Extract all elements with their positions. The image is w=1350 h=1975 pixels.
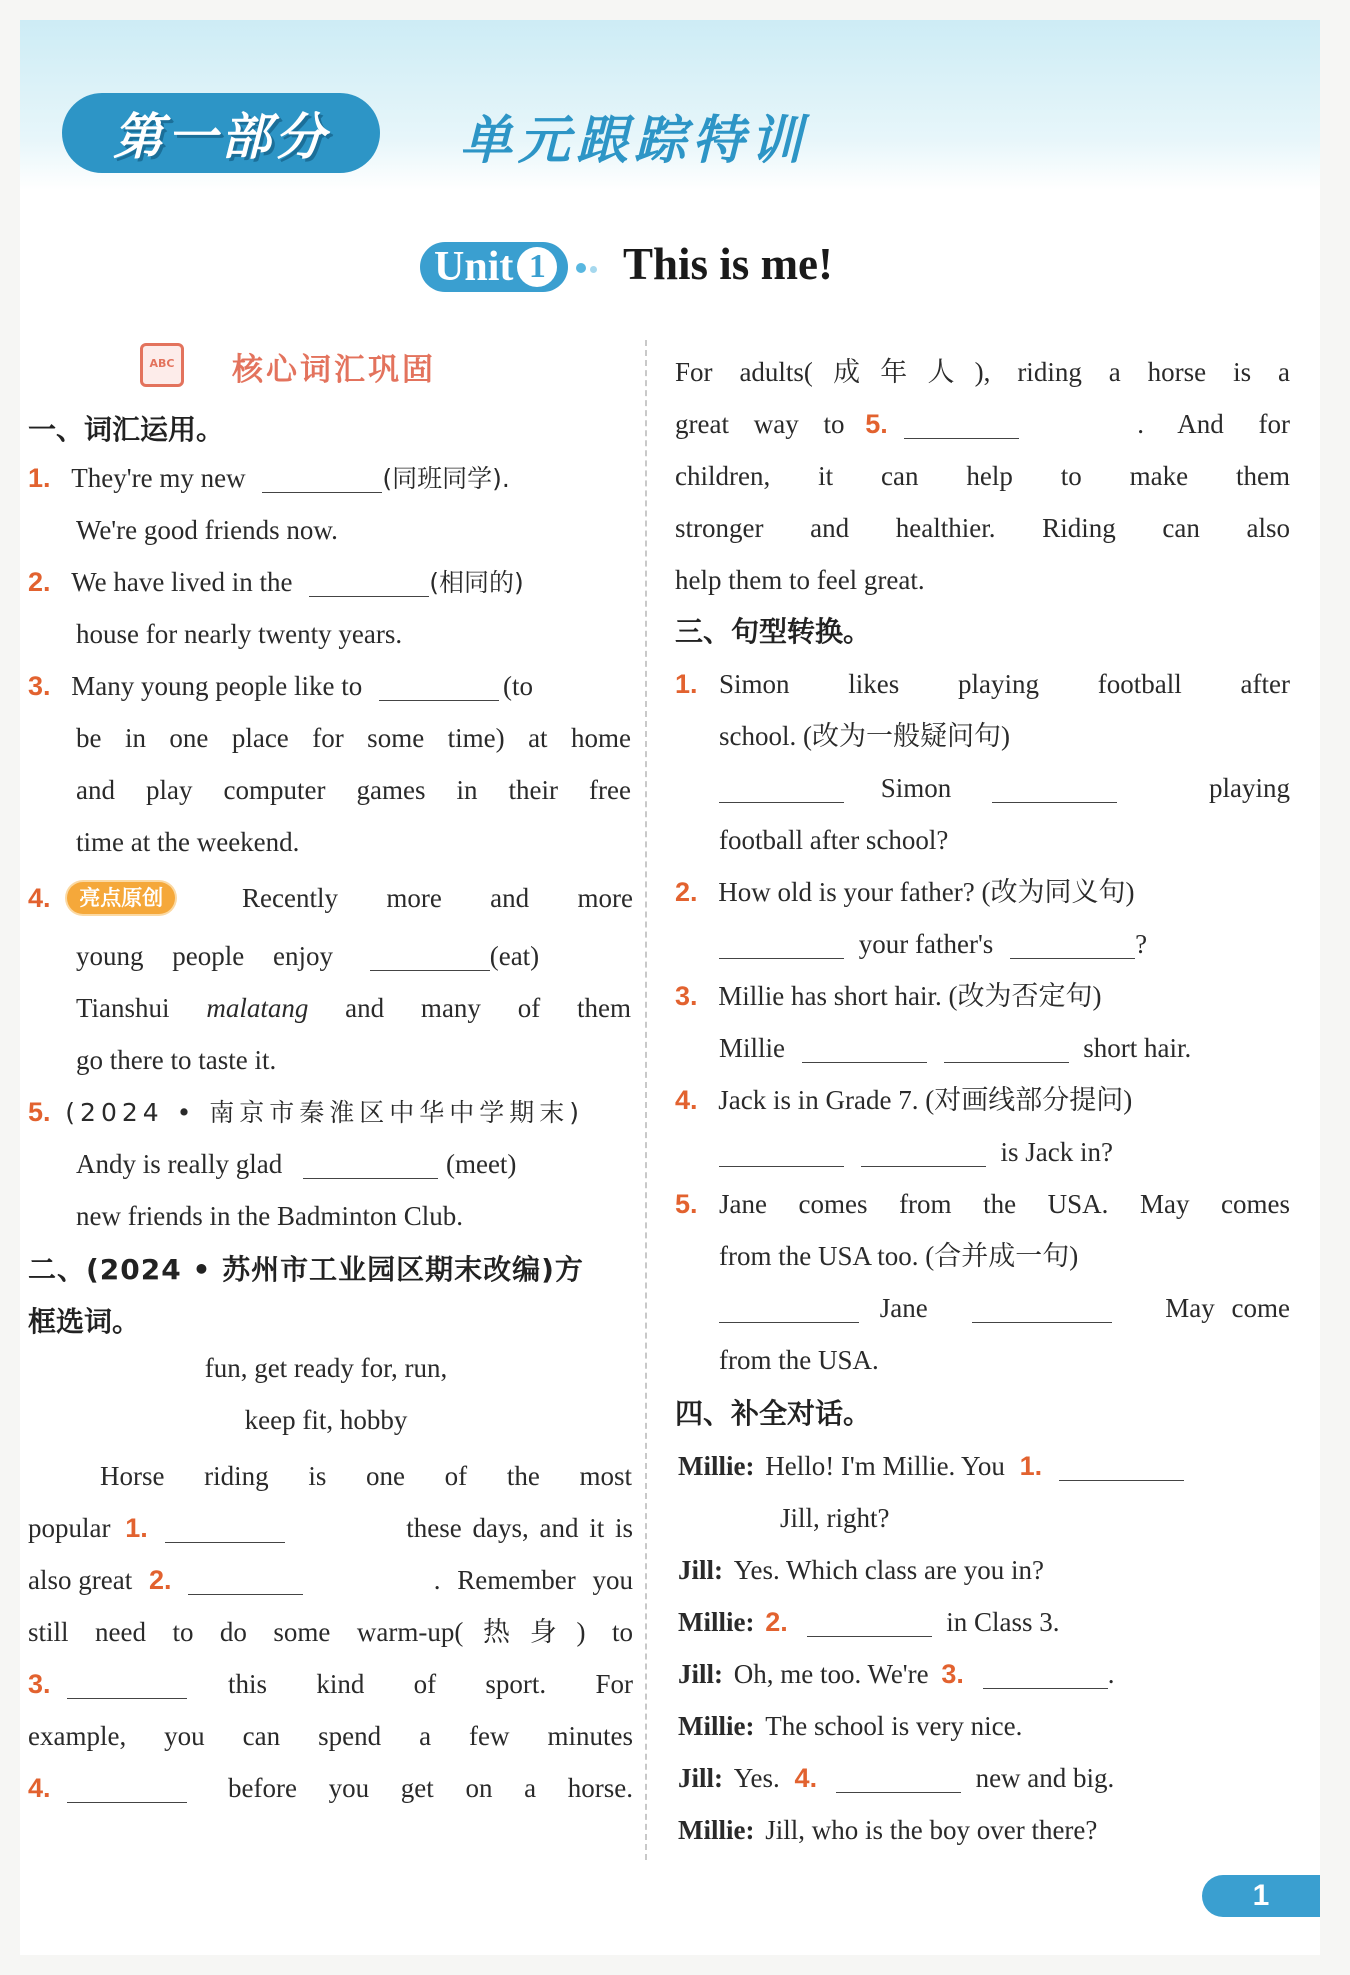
part3-heading: 三、句型转换。 — [675, 615, 872, 648]
answer-blank[interactable] — [1010, 928, 1135, 959]
answer-blank[interactable] — [379, 670, 499, 701]
passage-line — [28, 1762, 633, 1814]
speaker-name: Millie: — [678, 1451, 755, 1481]
answer-blank[interactable] — [370, 940, 490, 971]
blank-number: 3. — [28, 1669, 51, 1699]
dialogue-line — [678, 1544, 1044, 1596]
dialogue-line — [678, 1752, 1114, 1804]
page-number: 1 — [1202, 1875, 1320, 1917]
question-text: Jane comes from the USA. May comes — [719, 1189, 1290, 1219]
part-label: 第一部分 — [113, 108, 329, 166]
blank-number: 1. — [1019, 1451, 1043, 1481]
question-text: school. (改为一般疑问句) — [719, 721, 1010, 751]
dialogue-line — [678, 1804, 1097, 1856]
question-1-5-line2 — [76, 1138, 636, 1190]
answer-blank[interactable] — [904, 408, 1019, 439]
unit-title: This is me! — [623, 239, 834, 289]
question-1-2 — [28, 556, 628, 609]
dialogue-text: Jill, who is the boy over there? — [765, 1815, 1098, 1845]
passage-line: children, it can help to make them — [675, 461, 1290, 491]
question-text: Simon likes playing football after — [719, 669, 1290, 699]
question-text: time at the weekend. — [76, 827, 300, 857]
question-1-4 — [28, 872, 633, 924]
passage-line — [675, 398, 1290, 450]
word-box-line-1: fun, get ready for, run, — [204, 1353, 448, 1383]
item-number: 1. — [28, 463, 51, 493]
dialogue-text: Yes. — [733, 1763, 780, 1793]
question-hint: (to — [502, 671, 533, 701]
passage-line: stronger and healthier. Riding can also — [675, 513, 1290, 543]
question-1-5 — [28, 1086, 633, 1139]
question-text: and many of them — [345, 993, 631, 1023]
speaker-name: Jill: — [678, 1763, 723, 1793]
question-text: go there to taste it. — [76, 1045, 277, 1075]
unit-badge — [420, 242, 568, 292]
answer-3-3 — [719, 1022, 1191, 1074]
unit-word: Unit — [434, 244, 514, 290]
answer-blank[interactable] — [309, 566, 429, 597]
answer-blank[interactable] — [992, 772, 1117, 803]
question-text: We have lived in the — [71, 567, 293, 597]
passage-text: this kind of sport. For — [228, 1669, 633, 1699]
question-text: Jack is in Grade 7. (对画线部分提问) — [718, 1085, 1133, 1115]
question-hint: (相同的) — [429, 568, 524, 597]
blank-number: 2. — [148, 1565, 172, 1595]
dialogue-text: new and big. — [975, 1763, 1115, 1793]
workbook-page — [20, 20, 1320, 1955]
dialogue-text: in Class 3. — [946, 1607, 1060, 1637]
part4-heading: 四、补全对话。 — [675, 1397, 872, 1430]
passage-text: also great — [28, 1565, 133, 1595]
item-number: 5. — [675, 1189, 698, 1219]
blank-number: 4. — [28, 1773, 51, 1803]
blank-number: 4. — [794, 1763, 818, 1793]
question-hint: (同班同学). — [382, 464, 510, 493]
question-hint: (eat) — [489, 941, 540, 971]
answer-blank[interactable] — [719, 1136, 844, 1167]
question-1-3 — [28, 660, 628, 712]
item-number: 2. — [675, 877, 698, 907]
question-text: We're good friends now. — [76, 515, 338, 545]
section-title: 单元跟踪特训 — [460, 111, 809, 171]
speaker-name: Jill: — [678, 1555, 723, 1585]
question-text: They're my new — [71, 463, 246, 493]
dialogue-line — [678, 1648, 1114, 1700]
question-text: Andy is really glad — [76, 1149, 283, 1179]
dialogue-text: Jill, right? — [780, 1503, 890, 1533]
question-text: young people enjoy — [76, 941, 333, 971]
answer-text: short hair. — [1083, 1033, 1192, 1063]
italic-word: malatang — [206, 993, 309, 1023]
answer-3-1 — [719, 762, 1290, 814]
question-3-3 — [675, 970, 1290, 1022]
item-number: 3. — [28, 671, 51, 701]
answer-blank[interactable] — [719, 1292, 859, 1323]
column-divider — [645, 340, 647, 1860]
question-3-2 — [675, 866, 1290, 918]
answer-text: your father's — [858, 929, 994, 959]
part-label-pill — [62, 93, 380, 173]
unit-number: 1 — [517, 247, 557, 287]
answer-blank[interactable] — [836, 1762, 961, 1793]
question-3-4 — [675, 1074, 1290, 1126]
answer-blank[interactable] — [807, 1606, 932, 1637]
answer-3-4 — [719, 1126, 1113, 1178]
blank-number: 3. — [941, 1659, 964, 1689]
dialogue-line — [678, 1596, 1060, 1648]
blank-number: 1. — [125, 1513, 148, 1543]
dialogue-text: Oh, me too. We're — [733, 1659, 929, 1689]
passage-text: before you get on a horse. — [228, 1773, 633, 1803]
passage-text: popular — [28, 1513, 111, 1543]
part1-heading: 一、词汇运用。 — [28, 413, 225, 446]
passage-line: For adults(成年人), riding a horse is a — [675, 357, 1290, 387]
answer-3-5 — [719, 1282, 1290, 1334]
answer-blank[interactable] — [972, 1292, 1112, 1323]
passage-text: these days, and it is — [406, 1513, 633, 1543]
blank-number: 2. — [765, 1607, 788, 1637]
answer-text: from the USA. — [719, 1345, 879, 1375]
speaker-name: Millie: — [678, 1711, 755, 1741]
question-source: (2024 • 南京市秦淮区中华中学期末) — [65, 1098, 585, 1127]
dialogue-text: Hello! I'm Millie. You — [765, 1451, 1005, 1481]
word-box-line-2: keep fit, hobby — [244, 1405, 408, 1435]
question-text: Recently more and more — [242, 883, 633, 913]
original-highlight-badge: 亮点原创 — [67, 882, 175, 914]
core-vocab-title: 核心词汇巩固 — [232, 352, 436, 388]
speaker-name: Millie: — [678, 1607, 755, 1637]
header-band — [20, 20, 1320, 190]
passage-text: great way to — [675, 409, 845, 439]
dialogue-line — [678, 1440, 1293, 1492]
item-number: 5. — [28, 1097, 51, 1127]
passage-line — [28, 1658, 633, 1710]
question-hint: (meet) — [445, 1149, 517, 1179]
answer-blank[interactable] — [802, 1032, 927, 1063]
speaker-name: Millie: — [678, 1815, 755, 1845]
answer-text: is Jack in? — [1000, 1137, 1113, 1167]
question-text: Many young people like to — [71, 671, 363, 701]
answer-blank[interactable] — [262, 462, 382, 493]
passage-text: . Remember you — [433, 1565, 633, 1595]
passage-line: example, you can spend a few minutes — [28, 1721, 633, 1751]
dialogue-text: The school is very nice. — [765, 1711, 1023, 1741]
item-number: 4. — [675, 1085, 698, 1115]
question-1-1 — [28, 452, 628, 505]
question-3-1 — [675, 658, 1290, 710]
dialogue-line — [678, 1700, 1022, 1752]
passage-line — [28, 1554, 633, 1606]
abc-book-icon: ABC — [140, 343, 184, 387]
question-text: Millie has short hair. (改为否定句) — [718, 981, 1102, 1011]
passage-text: . And for — [1137, 409, 1290, 439]
item-number: 4. — [28, 883, 51, 913]
question-text: house for nearly twenty years. — [76, 619, 403, 649]
answer-text: ? — [1135, 929, 1148, 959]
passage-line: Horse riding is one of the most — [100, 1461, 632, 1491]
question-3-5 — [675, 1178, 1290, 1230]
answer-blank[interactable] — [861, 1136, 986, 1167]
answer-blank[interactable] — [188, 1564, 303, 1595]
answer-blank[interactable] — [983, 1658, 1108, 1689]
answer-text: Jane — [879, 1293, 928, 1323]
question-1-4-line2 — [76, 930, 631, 982]
question-text: and play computer games in their free — [76, 775, 631, 805]
answer-text: football after school? — [719, 825, 949, 855]
answer-text: May come — [1165, 1293, 1290, 1323]
question-text: Tianshui — [76, 993, 170, 1023]
question-3-1-line2 — [719, 710, 1010, 762]
question-1-4-line3 — [76, 982, 631, 1034]
dialogue-text: . — [1107, 1659, 1115, 1689]
item-number: 1. — [675, 669, 698, 699]
answer-blank[interactable] — [67, 1668, 187, 1699]
passage-line: help them to feel great. — [675, 565, 925, 595]
answer-text: playing — [1209, 773, 1290, 803]
part2-heading-cont: 框选词。 — [28, 1305, 141, 1338]
unit-dots-decoration — [576, 260, 601, 278]
question-text: from the USA too. (合并成一句) — [719, 1241, 1079, 1271]
answer-blank[interactable] — [165, 1512, 285, 1543]
dialogue-text: Yes. Which class are you in? — [733, 1555, 1044, 1585]
answer-blank[interactable] — [719, 928, 844, 959]
answer-blank[interactable] — [944, 1032, 1069, 1063]
part2-heading: 二、(2024 • 苏州市工业园区期末改编)方 — [28, 1253, 584, 1286]
answer-blank[interactable] — [67, 1772, 187, 1803]
answer-blank[interactable] — [719, 772, 844, 803]
answer-text: Simon — [880, 773, 952, 803]
answer-blank[interactable] — [303, 1148, 438, 1179]
item-number: 3. — [675, 981, 698, 1011]
blank-number: 5. — [865, 409, 888, 439]
question-text: be in one place for some time) at home — [76, 723, 631, 753]
question-text: new friends in the Badminton Club. — [76, 1201, 463, 1231]
answer-text: Millie — [719, 1033, 785, 1063]
speaker-name: Jill: — [678, 1659, 723, 1689]
passage-line — [28, 1502, 633, 1554]
question-text: How old is your father? (改为同义句) — [718, 877, 1135, 907]
passage-line: still need to do some warm-up(热身) to — [28, 1617, 633, 1647]
item-number: 2. — [28, 567, 51, 597]
answer-3-2 — [719, 918, 1147, 970]
answer-blank[interactable] — [1059, 1450, 1184, 1481]
